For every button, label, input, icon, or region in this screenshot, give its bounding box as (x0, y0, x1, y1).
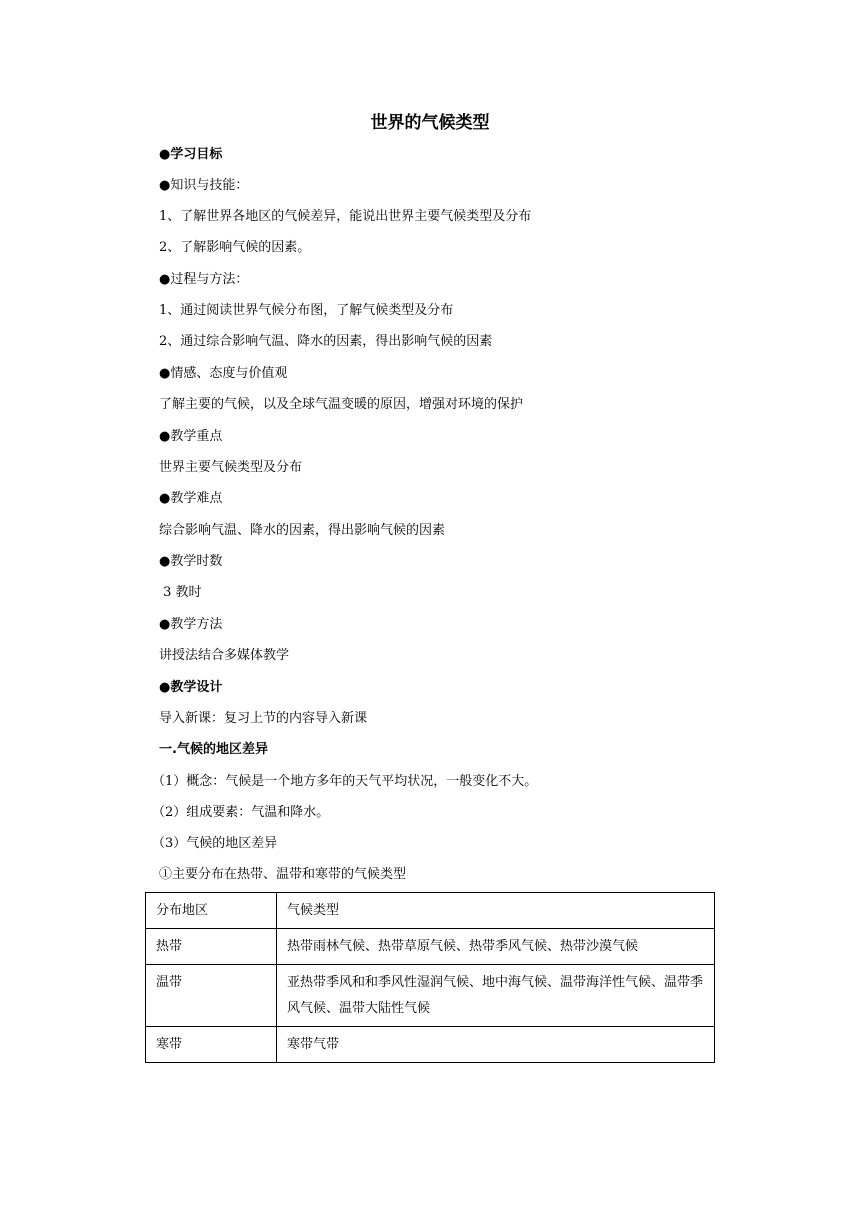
objective-item-1: 1、了解世界各地区的气候差异，能说出世界主要气候类型及分布 (159, 209, 532, 224)
teaching-hours-text: 3 教时 (159, 585, 202, 600)
teaching-focus-text: 世界主要气候类型及分布 (159, 460, 303, 475)
point-elements: （2）组成要素：气温和降水。 (152, 805, 330, 820)
table-header-cell: 气候类型 (277, 893, 715, 929)
table-cell-region: 温带 (146, 965, 277, 1027)
heading-process-methods: ●过程与方法： (159, 272, 249, 287)
attitude-text: 了解主要的气候，以及全球气温变暖的原因，增强对环境的保护 (159, 397, 524, 412)
introduction-text: 导入新课：复习上节的内容导入新课 (159, 711, 368, 726)
table-cell-climate-types: 热带雨林气候、热带草原气候、热带季风气候、热带沙漠气候 (277, 929, 715, 965)
point-main-distribution: ①主要分布在热带、温带和寒带的气候类型 (159, 867, 407, 882)
heading-teaching-hours: ●教学时数 (159, 554, 223, 569)
table-cell-region: 寒带 (146, 1027, 277, 1063)
table-row (146, 1027, 715, 1063)
heading-teaching-focus: ●教学重点 (159, 429, 223, 444)
heading-learning-objectives: ●学习目标 (159, 147, 223, 162)
section-heading-climate-differences: 一.气候的地区差异 (159, 742, 268, 757)
climate-zone-table (145, 892, 715, 1063)
point-concept: （1）概念：气候是一个地方多年的天气平均状况，一般变化不大。 (152, 774, 538, 789)
table-header-cell: 分布地区 (146, 893, 277, 929)
table-cell-region: 热带 (146, 929, 277, 965)
table-row (146, 929, 715, 965)
teaching-difficulty-text: 综合影响气温、降水的因素，得出影响气候的因素 (159, 523, 446, 538)
heading-teaching-method: ●教学方法 (159, 617, 223, 632)
table-header-row (146, 893, 715, 929)
heading-knowledge-skills: ●知识与技能： (159, 178, 249, 193)
document-title: 世界的气候类型 (370, 113, 490, 133)
table-cell-climate-types: 亚热带季风和和季风性湿润气候、地中海气候、温带海洋性气候、温带季风气候、温带大陆性气候 (277, 965, 715, 1027)
heading-teaching-design: ●教学设计 (159, 680, 223, 695)
process-item-1: 1、通过阅读世界气候分布图，了解气候类型及分布 (159, 303, 454, 318)
process-item-2: 2、通过综合影响气温、降水的因素，得出影响气候的因素 (159, 334, 493, 349)
table-row (146, 965, 715, 1027)
point-regional-differences: （3）气候的地区差异 (152, 836, 278, 851)
table-cell-climate-types: 寒带气带 (277, 1027, 715, 1063)
heading-attitude-values: ●情感、态度与价值观 (159, 366, 288, 381)
objective-item-2: 2、了解影响气候的因素。 (159, 240, 311, 255)
heading-teaching-difficulty: ●教学难点 (159, 491, 223, 506)
teaching-method-text: 讲授法结合多媒体教学 (159, 648, 290, 663)
